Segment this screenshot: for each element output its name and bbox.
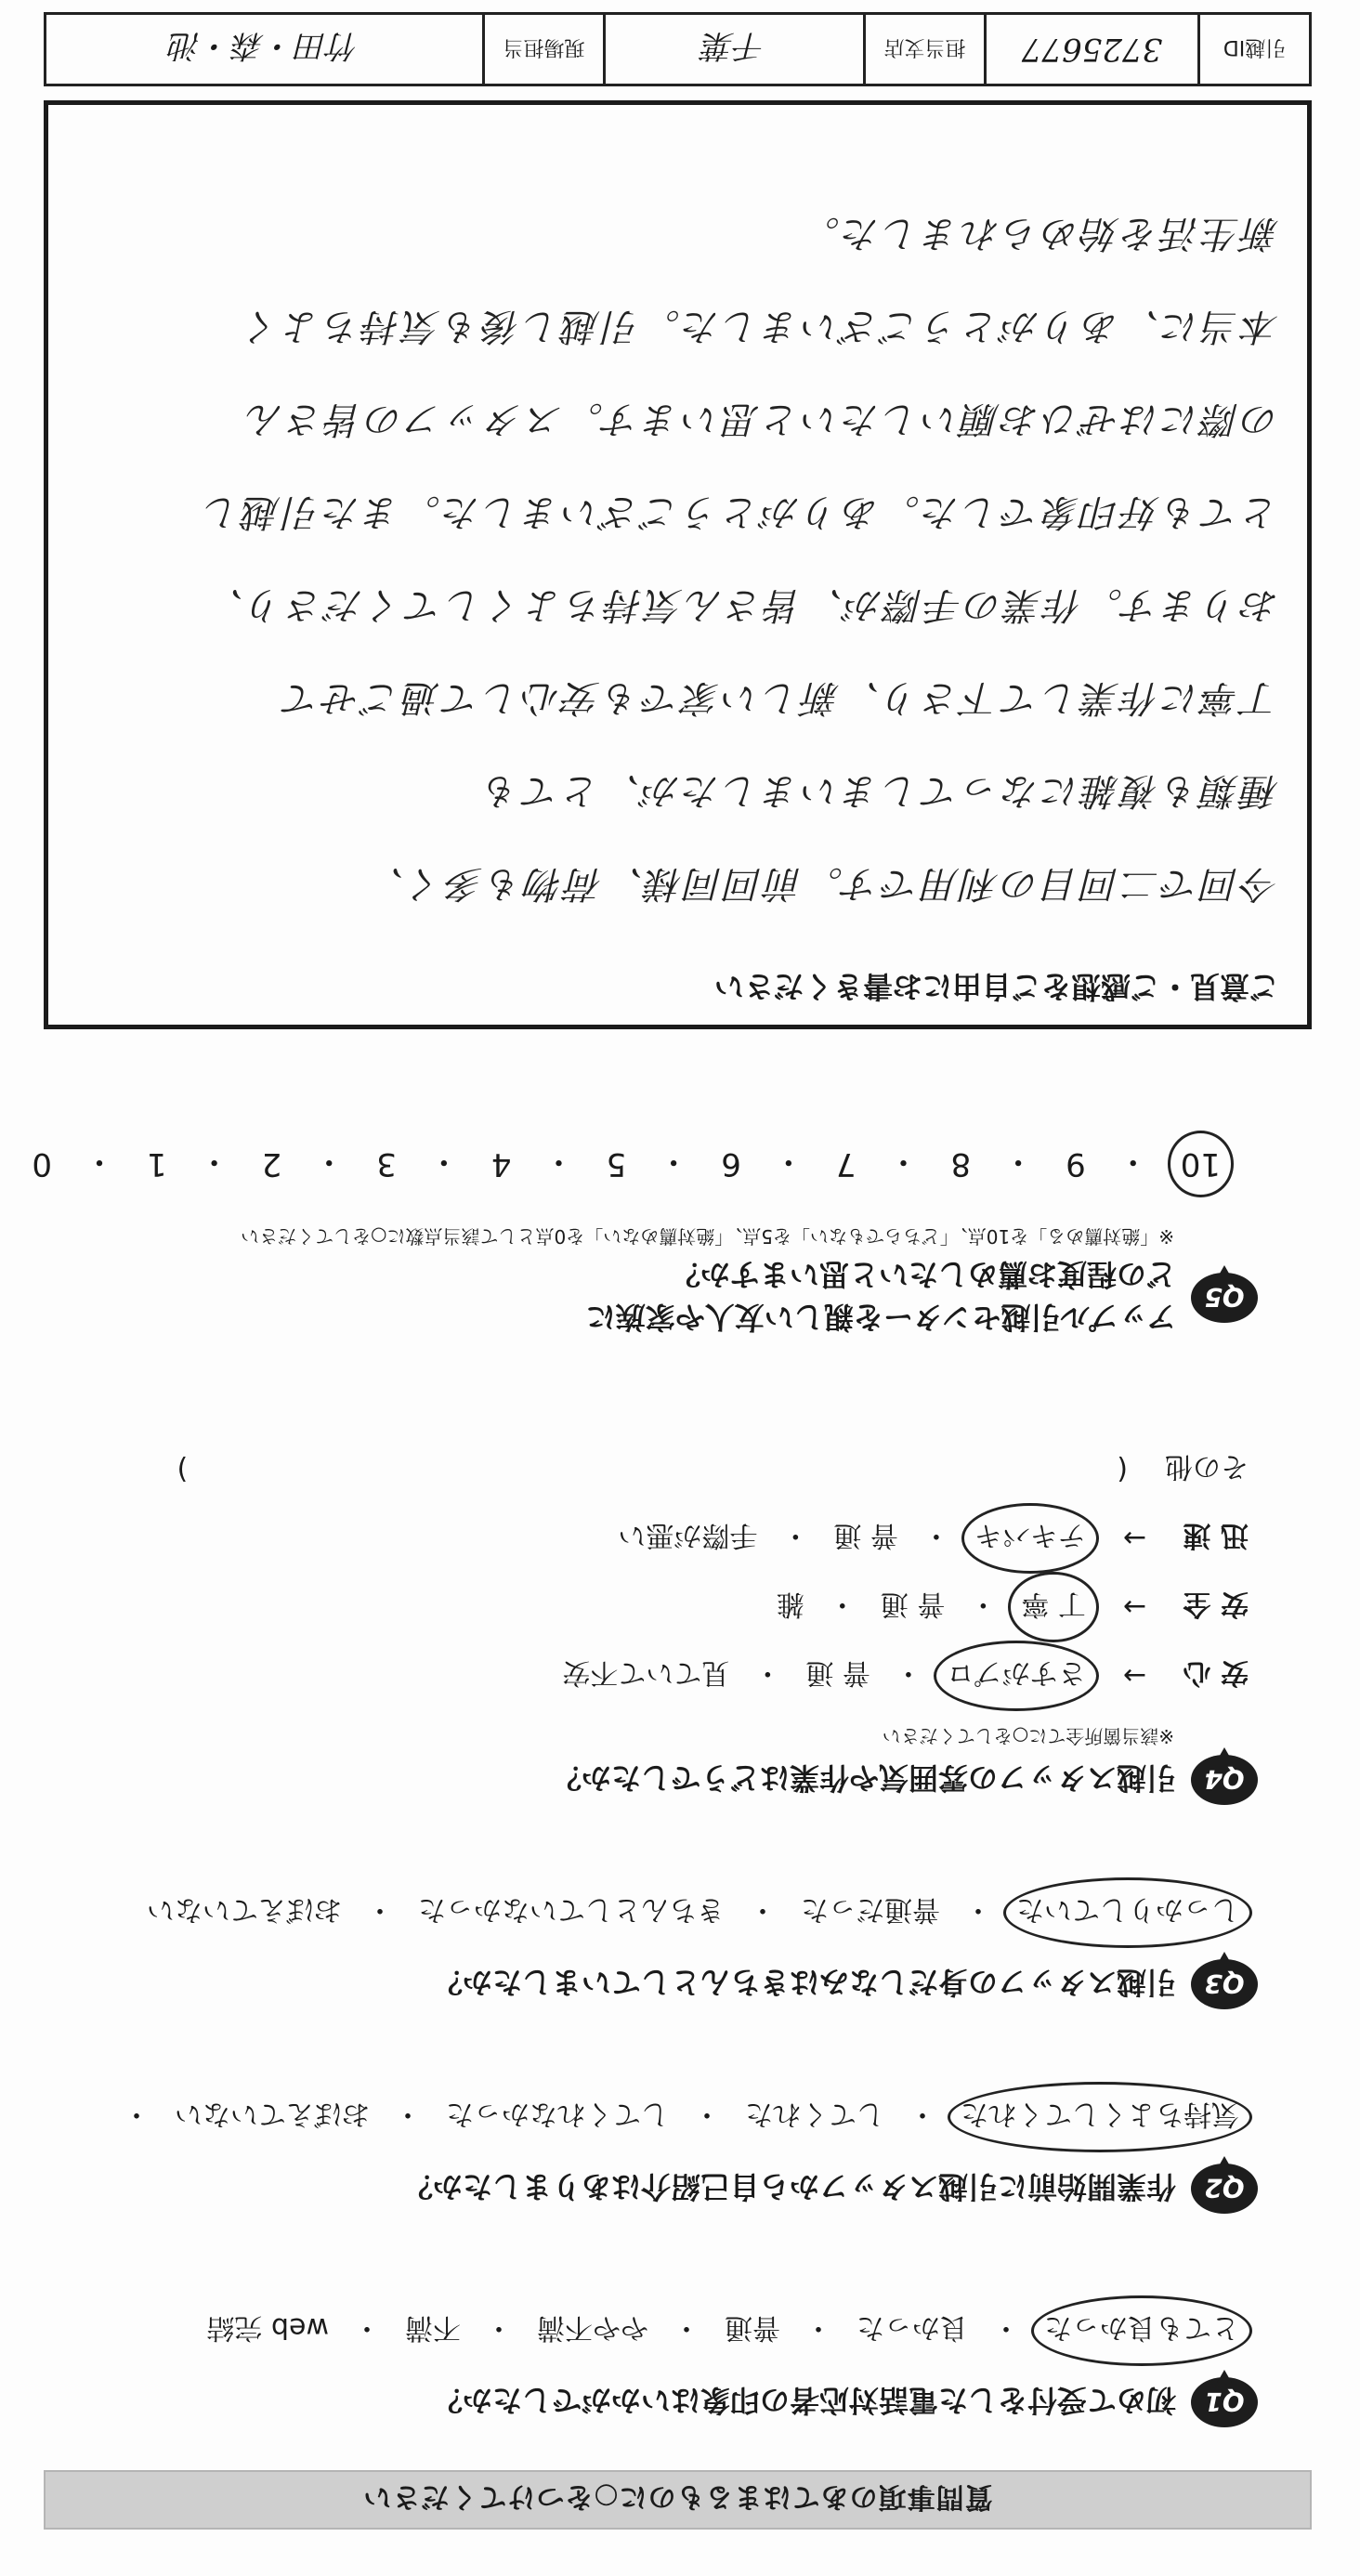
branch-label: 担当支店 <box>863 15 984 84</box>
q4-badge: Q4 <box>1191 1755 1258 1805</box>
q2-option-2[interactable]: してくれた <box>745 2098 884 2130</box>
section-header-text: 質問事項のあてはまるものに○をつけてください <box>362 2480 993 2513</box>
comment-handwritten-text: 今回で二回目の利用です。前回同様、荷物も多く、 種類も複雑になってしまいましたが、とても 丁寧に作業して下さり、新しい家でも安心して過ごせて おります。作業の手際が、皆さん気持ちよくしてくださり、 とても好印象でした。ありがとうございました。また引越し の際にはぜひお願いしたいと思います。スタッフの皆さん 本当に、ありがとうございました。引越し後も気持ちよく 新生活を始められました。 <box>201 212 1279 905</box>
q1-option-5[interactable]: 不満 <box>405 2311 461 2344</box>
q3-option-1[interactable]: しっかりしていた <box>1016 1892 1239 1933</box>
scale-7[interactable]: 7 <box>835 1145 857 1183</box>
scale-8[interactable]: 8 <box>950 1145 972 1183</box>
q5-note: ※「絶対薦める」を10点、「どちらでもない」を5点、「絶対薦めない」を0点として該当点数に○をしてください <box>241 1225 1174 1248</box>
q4-row-1: 安 心 → さすがプロ ・ 普 通 ・ 見ていて不安 <box>50 1655 1249 1696</box>
id-label: 引越ID <box>1197 15 1309 84</box>
q2-option-4[interactable]: おぼえていない <box>175 2098 370 2130</box>
scale-10[interactable]: 10 <box>1180 1145 1221 1183</box>
q4-row-1-option-3[interactable]: 見ていて不安 <box>562 1656 730 1689</box>
q4-row-2-option-2[interactable]: 普 通 <box>880 1588 946 1620</box>
q4-row-3-option-2[interactable]: 普 通 <box>833 1519 898 1551</box>
q4-row-1-label: 安 心 <box>1183 1656 1249 1689</box>
q4-other-row: その他 ( ) <box>50 1449 1249 1490</box>
comment-title: ご意見・ご感想をご自由にお書きください <box>713 969 1279 1004</box>
q2-option-1[interactable]: 気持ちよくしてくれた <box>961 2097 1239 2138</box>
q4-row-3-label: 迅 速 <box>1183 1519 1249 1551</box>
q2-text: 作業開始前に引越スタッフから自己紹介はありましたか？ <box>402 2169 1176 2204</box>
q4-row-3-option-1[interactable]: テキパキ <box>974 1518 1086 1559</box>
q1-option-4[interactable]: やや不満 <box>537 2311 648 2344</box>
scale-9[interactable]: 9 <box>1066 1145 1086 1183</box>
q3-badge: Q3 <box>1191 1959 1258 2009</box>
q1-option-3[interactable]: 普通 <box>725 2311 780 2344</box>
q4-row-1-option-2[interactable]: 普 通 <box>805 1656 870 1689</box>
question-4 <box>50 1449 1258 1805</box>
q4-note: ※該当箇所全てに○をしてください <box>882 1725 1174 1747</box>
q2-option-3[interactable]: してくれなかった <box>446 2098 669 2130</box>
q1-option-6[interactable]: web 完結 <box>206 2311 329 2344</box>
q1-option-2[interactable]: 良かった <box>857 2311 968 2344</box>
info-table <box>44 12 1312 86</box>
q5-badge: Q5 <box>1191 1273 1258 1323</box>
scale-1[interactable]: 1 <box>146 1145 167 1183</box>
scale-2[interactable]: 2 <box>261 1145 282 1183</box>
q3-options: しっかりしていた ・ 普通だった ・ きちんとしていなかった ・ おぼえていない <box>50 1892 1239 1933</box>
scale-5[interactable]: 5 <box>606 1145 627 1183</box>
question-5 <box>32 1142 1258 1340</box>
team-value: 竹田・森・池 <box>169 27 360 65</box>
q3-option-4[interactable]: おぼえていない <box>147 1893 342 1926</box>
q4-row-3: 迅 速 → テキパキ ・ 普 通 ・ 手際が悪い <box>50 1518 1249 1559</box>
comment-box[interactable] <box>44 100 1312 1029</box>
q1-option-1[interactable]: とても良かった <box>1044 2310 1239 2351</box>
q4-other-label: その他 <box>1165 1450 1249 1483</box>
q1-badge: Q1 <box>1191 2377 1258 2427</box>
q4-row-1-option-1[interactable]: さすがプロ <box>947 1655 1086 1696</box>
question-1 <box>50 2310 1258 2427</box>
q3-text: 引越スタッフの身だしなみはきちんとしていましたか？ <box>432 1965 1176 2000</box>
q3-option-2[interactable]: 普通だった <box>801 1893 940 1926</box>
q4-row-3-option-3[interactable]: 手際が悪い <box>618 1519 758 1551</box>
q4-row-2-label: 安 全 <box>1183 1588 1249 1620</box>
q4-row-2-option-1[interactable]: 丁 寧 <box>1021 1587 1086 1628</box>
q4-text: 引越スタッフの雰囲気や作業はどうでしたか？ <box>551 1760 1176 1796</box>
q2-badge: Q2 <box>1191 2164 1258 2214</box>
scale-6[interactable]: 6 <box>721 1145 741 1183</box>
q2-options: 気持ちよくしてくれた ・ してくれた ・ してくれなかった ・ おぼえていない ・ <box>50 2097 1239 2138</box>
branch-value: 千葉 <box>603 15 863 84</box>
scale-0[interactable]: 0 <box>32 1145 52 1183</box>
q4-row-2-option-3[interactable]: 雑 <box>776 1588 804 1620</box>
scale-3[interactable]: 3 <box>376 1145 397 1183</box>
q5-text: アップル引越センターを親しい友人や家族に どの程度お薦めしたいと思いますか？ <box>585 1257 1176 1335</box>
question-2 <box>50 2097 1258 2214</box>
team-label: 現場担当 <box>482 15 603 84</box>
section-header <box>44 2470 1312 2530</box>
q3-option-3[interactable]: きちんとしていなかった <box>418 1893 725 1926</box>
q1-options: とても良かった ・ 良かった ・ 普通 ・ やや不満 ・ 不満 ・ web 完結 <box>50 2310 1239 2351</box>
question-3 <box>50 1892 1258 2009</box>
q5-scale: 10 ・ 9 ・ 8 ・ 7 ・ 6 ・ 5 ・ 4 ・ 3 ・ 2 ・ 1 ・ 0 <box>32 1143 1221 1183</box>
q4-row-2: 安 全 → 丁 寧 ・ 普 通 ・ 雑 <box>50 1587 1249 1628</box>
id-value: 3725677 <box>984 15 1197 84</box>
scale-4[interactable]: 4 <box>490 1145 512 1183</box>
q1-text: 初めて受付をした電話対応者の印象はいかがでしたか？ <box>432 2383 1176 2418</box>
